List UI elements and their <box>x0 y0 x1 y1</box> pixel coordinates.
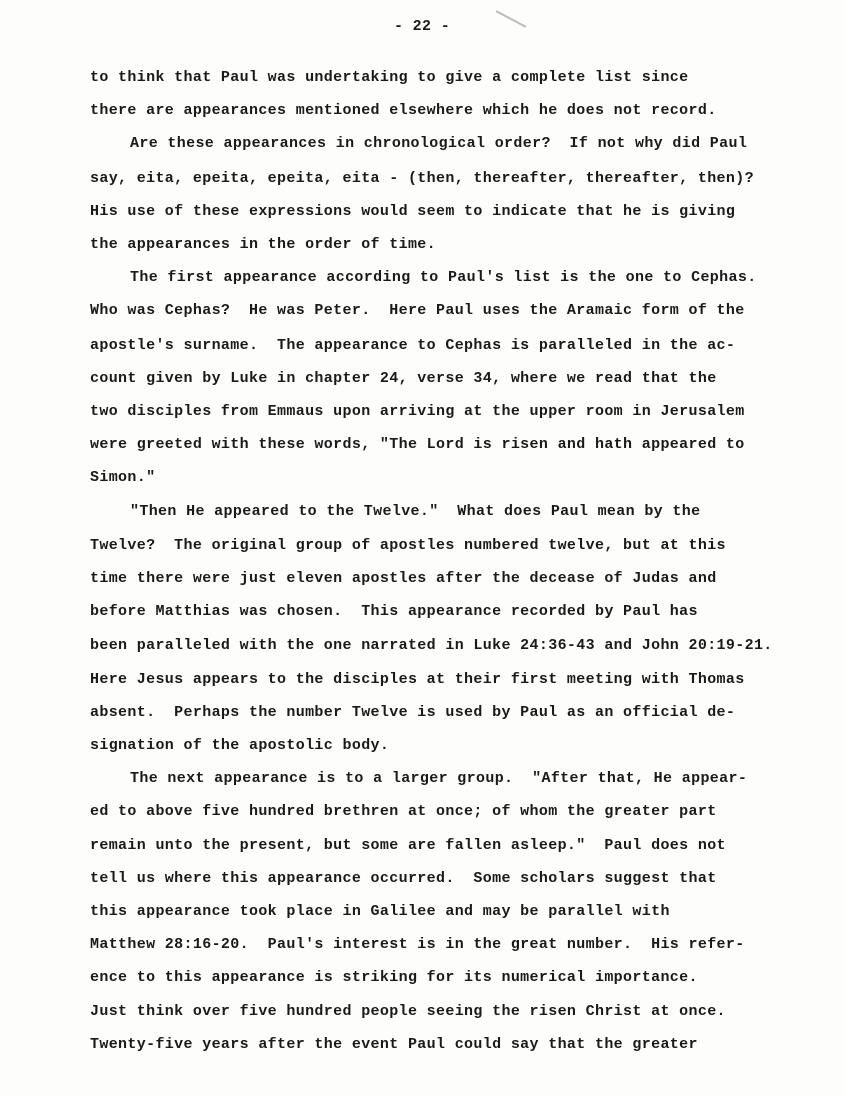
text-line: Simon." <box>90 469 156 486</box>
text-line: time there were just eleven apostles after the decease of Judas and <box>90 570 717 587</box>
text-line: ence to this appearance is striking for its numerical importance. <box>90 969 698 986</box>
text-line: ed to above five hundred brethren at once; of whom the greater part <box>90 803 717 820</box>
text-line: before Matthias was chosen. This appearance recorded by Paul has <box>90 603 698 620</box>
text-line: count given by Luke in chapter 24, verse 34, where we read that the <box>90 370 717 387</box>
text-line: "Then He appeared to the Twelve." What does Paul mean by the <box>130 503 701 520</box>
text-line: Twenty-five years after the event Paul could say that the greater <box>90 1036 698 1053</box>
text-line: two disciples from Emmaus upon arriving at the upper room in Jerusalem <box>90 403 745 420</box>
text-line: this appearance took place in Galilee and may be parallel with <box>90 903 670 920</box>
text-line: to think that Paul was undertaking to give a complete list since <box>90 69 689 86</box>
text-line: there are appearances mentioned elsewhere which he does not record. <box>90 102 717 119</box>
text-line: Just think over five hundred people seeing the risen Christ at once. <box>90 1003 726 1020</box>
text-line: been paralleled with the one narrated in Luke 24:36-43 and John 20:19-21. <box>90 637 773 654</box>
text-line: the appearances in the order of time. <box>90 236 437 253</box>
text-line: His use of these expressions would seem to indicate that he is giving <box>90 203 736 220</box>
text-line: signation of the apostolic body. <box>90 737 390 754</box>
text-line: Who was Cephas? He was Peter. Here Paul uses the Aramaic form of the <box>90 302 745 319</box>
text-line: say, eita, epeita, epeita, eita - (then, thereafter, thereafter, then)? <box>90 170 754 187</box>
text-line: The first appearance according to Paul's list is the one to Cephas. <box>130 269 757 286</box>
text-line: absent. Perhaps the number Twelve is used by Paul as an official de- <box>90 704 736 721</box>
text-line: apostle's surname. The appearance to Cephas is paralleled in the ac- <box>90 337 736 354</box>
text-line: tell us where this appearance occurred. Some scholars suggest that <box>90 870 717 887</box>
text-line: Are these appearances in chronological order? If not why did Paul <box>130 135 748 152</box>
text-line: The next appearance is to a larger group. "After that, He appear- <box>130 770 748 787</box>
text-line: remain unto the present, but some are fallen asleep." Paul does not <box>90 837 726 854</box>
page-number: - 22 - <box>393 18 451 35</box>
text-line: Here Jesus appears to the disciples at their first meeting with Thomas <box>90 671 745 688</box>
text-line: were greeted with these words, "The Lord is risen and hath appeared to <box>90 436 745 453</box>
text-line: Matthew 28:16-20. Paul's interest is in the great number. His refer- <box>90 936 745 953</box>
text-line: Twelve? The original group of apostles numbered twelve, but at this <box>90 537 726 554</box>
